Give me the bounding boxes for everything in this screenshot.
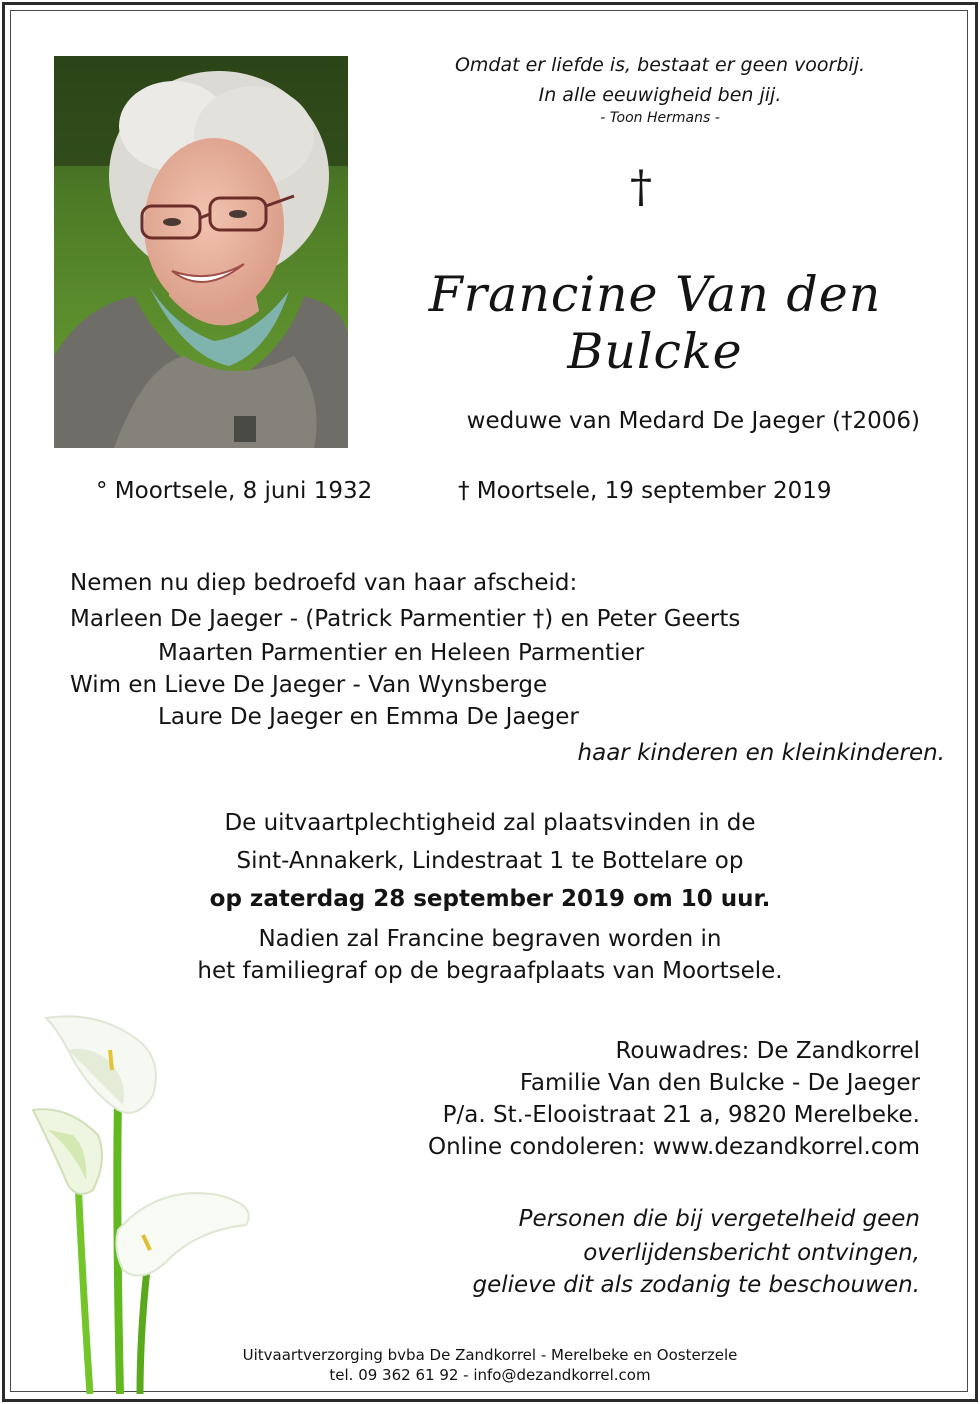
- calla-lily-illustration: [28, 1010, 268, 1394]
- quote-line-2: In alle eeuwigheid ben jij.: [538, 84, 782, 106]
- funeral-line-4: Nadien zal Francine begraven worden in: [258, 926, 722, 952]
- footer-contact: tel. 09 362 61 92 - info@dezandkorrel.com: [329, 1366, 651, 1384]
- notice-line-2: overlijdensbericht ontvingen,: [583, 1240, 920, 1266]
- death-info: † Moortsele, 19 september 2019: [458, 478, 832, 504]
- mourner-line: Marleen De Jaeger - (Patrick Parmentier †) en Peter Geerts: [70, 606, 741, 632]
- mourners-intro: Nemen nu diep bedroefd van haar afscheid:: [70, 570, 578, 596]
- widow-of: weduwe van Medard De Jaeger (†2006): [466, 408, 920, 434]
- deceased-name: Francine Van den Bulcke: [428, 266, 882, 380]
- contact-line-1: Rouwadres: De Zandkorrel: [615, 1038, 920, 1064]
- footer-company: Uitvaartverzorging bvba De Zandkorrel - Merelbeke en Oosterzele: [242, 1346, 738, 1364]
- funeral-line-1: De uitvaartplechtigheid zal plaatsvinden in de: [224, 810, 756, 836]
- quote-line-1: Omdat er liefde is, bestaat er geen voorbij.: [454, 54, 866, 76]
- mourners-relation: haar kinderen en kleinkinderen.: [577, 740, 945, 766]
- contact-line-3: P/a. St.-Elooistraat 21 a, 9820 Merelbeke.: [442, 1102, 920, 1128]
- funeral-line-2: Sint-Annakerk, Lindestraat 1 te Bottelare op: [236, 848, 744, 874]
- contact-line-4: Online condoleren: www.dezandkorrel.com: [427, 1134, 920, 1160]
- notice-line-3: gelieve dit als zodanig te beschouwen.: [472, 1272, 920, 1298]
- notice-line-1: Personen die bij vergetelheid geen: [518, 1206, 920, 1232]
- funeral-date: op zaterdag 28 september 2019 om 10 uur.: [209, 886, 771, 912]
- quote-author: - Toon Hermans -: [600, 110, 720, 126]
- mourner-line: Maarten Parmentier en Heleen Parmentier: [158, 640, 645, 666]
- mourner-line: Laure De Jaeger en Emma De Jaeger: [158, 704, 579, 730]
- contact-line-2: Familie Van den Bulcke - De Jaeger: [519, 1070, 920, 1096]
- mourner-line: Wim en Lieve De Jaeger - Van Wynsberge: [70, 672, 548, 698]
- funeral-line-5: het familiegraf op de begraafplaats van Moortsele.: [197, 958, 783, 984]
- portrait-photo: [54, 56, 348, 448]
- birth-info: ° Moortsele, 8 juni 1932: [96, 478, 373, 504]
- cross-icon: †: [630, 162, 652, 213]
